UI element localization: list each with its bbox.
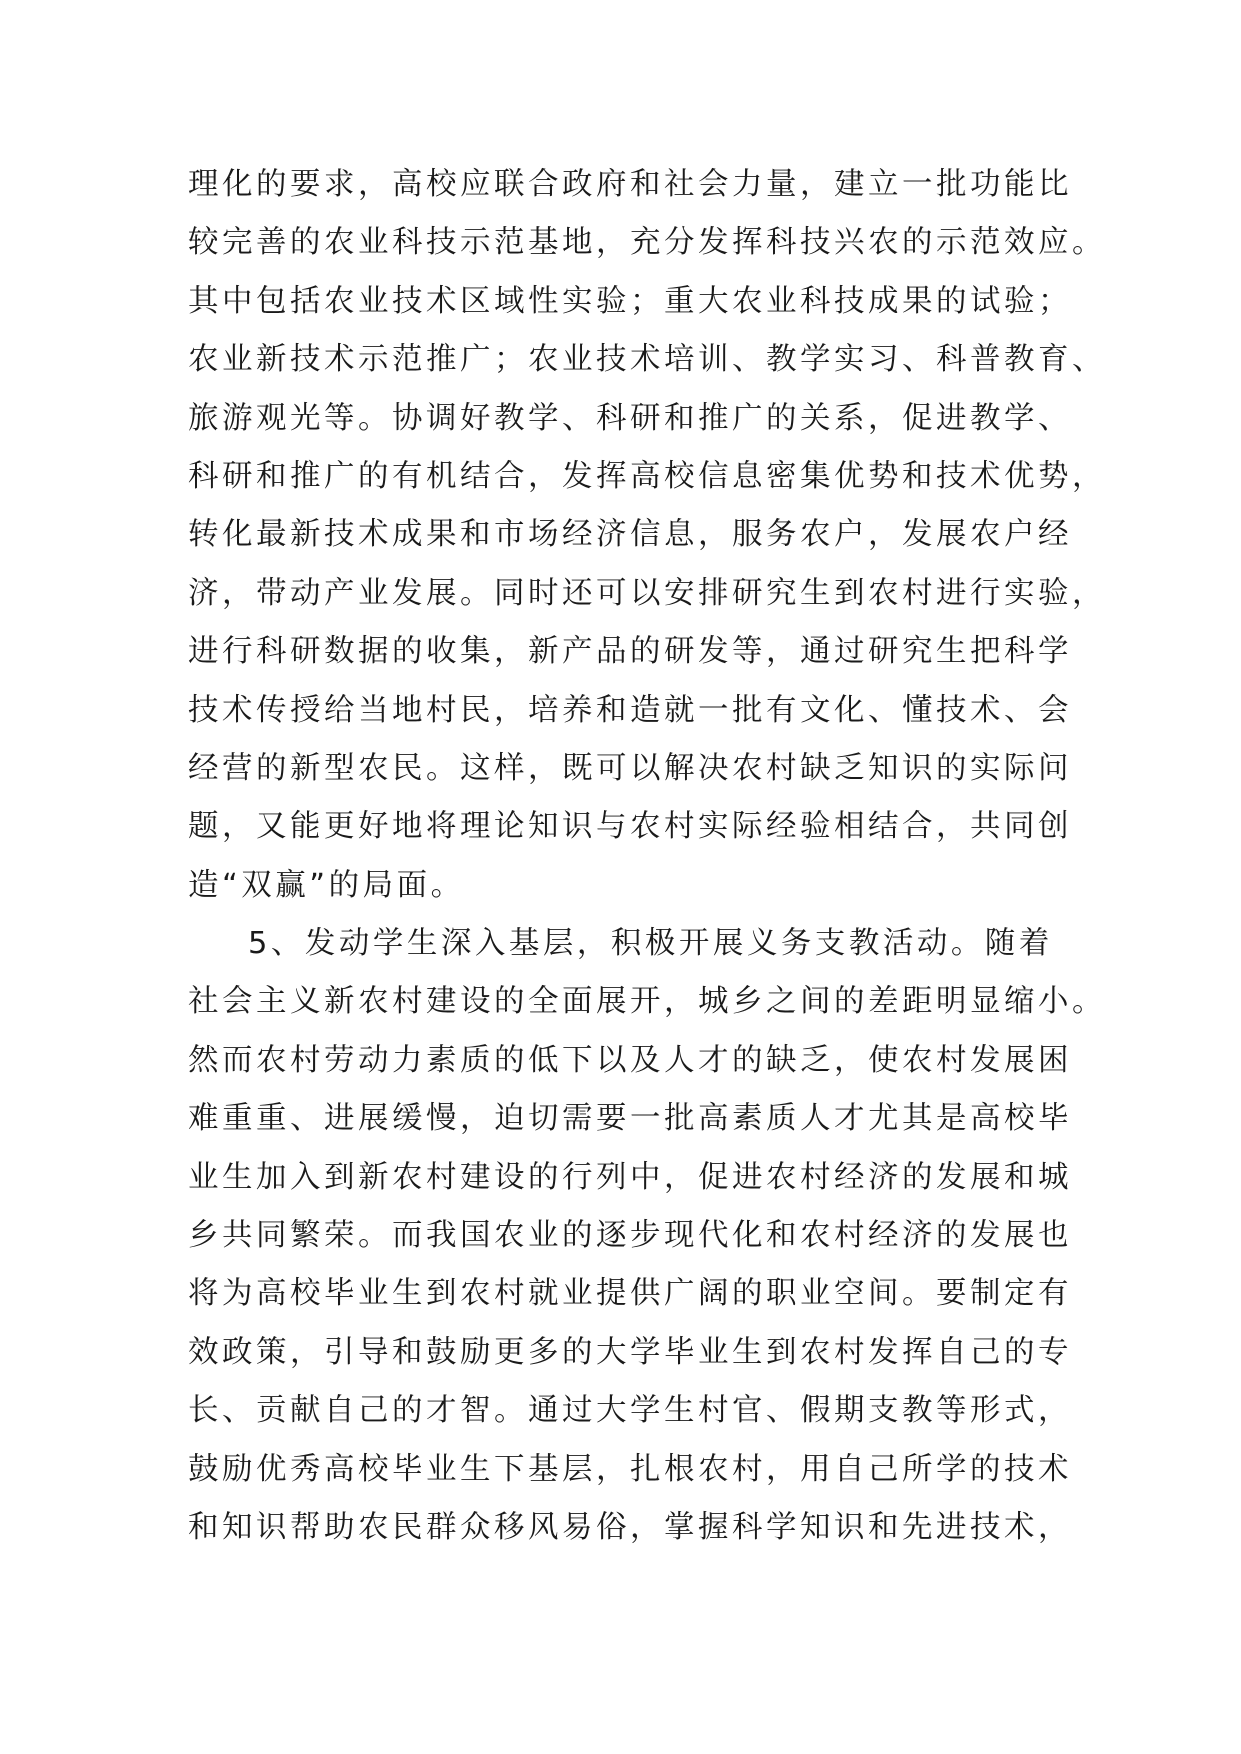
text-line: 乡共同繁荣。而我国农业的逐步现代化和农村经济的发展也 [188,1218,1072,1254]
text-line: 效政策，引导和鼓励更多的大学毕业生到农村发挥自己的专 [188,1334,1072,1370]
text-line: 较完善的农业科技示范基地，充分发挥科技兴农的示范效应。 [188,225,1106,261]
text-line: 科研和推广的有机结合，发挥高校信息密集优势和技术优势， [188,458,1106,494]
text-line: 旅游观光等。协调好教学、科研和推广的关系，促进教学、 [188,400,1072,436]
text-line: 鼓励优秀高校毕业生下基层，扎根农村，用自己所学的技术 [188,1451,1072,1487]
text-line: 业生加入到新农村建设的行列中，促进农村经济的发展和城 [188,1159,1072,1195]
text-line: 将为高校毕业生到农村就业提供广阔的职业空间。要制定有 [188,1276,1072,1312]
text-line: 济，带动产业发展。同时还可以安排研究生到农村进行实验， [188,575,1106,611]
text-line: 题，又能更好地将理论知识与农村实际经验相结合，共同创 [188,809,1072,845]
text-line: 理化的要求，高校应联合政府和社会力量，建立一批功能比 [188,167,1072,202]
text-line: 难重重、进展缓慢，迫切需要一批高素质人才尤其是高校毕 [188,1101,1072,1137]
text-line: 和知识帮助农民群众移风易俗，掌握科学知识和先进技术， [188,1509,1072,1545]
text-line: 然而农村劳动力素质的低下以及人才的缺乏，使农村发展困 [188,1042,1072,1078]
paragraph-start-line: 5、发动学生深入基层，积极开展义务支教活动。随着 [248,926,1053,962]
text-line: 进行科研数据的收集，新产品的研发等，通过研究生把科学 [188,634,1072,670]
text-line: 转化最新技术成果和市场经济信息，服务农户，发展农户经 [188,517,1072,553]
text-line: 长、贡献自己的才智。通过大学生村官、假期支教等形式， [188,1393,1072,1429]
text-line: 经营的新型农民。这样，既可以解决农村缺乏知识的实际问 [188,750,1072,786]
text-line: 农业新技术示范推广；农业技术培训、教学实习、科普教育、 [188,342,1106,378]
text-line: 其中包括农业技术区域性实验；重大农业科技成果的试验； [188,283,1072,319]
text-line: 社会主义新农村建设的全面展开，城乡之间的差距明显缩小。 [188,984,1106,1020]
document-body [188,156,1106,1557]
text-line: 造“双赢”的局面。 [188,867,465,903]
text-line: 技术传授给当地村民，培养和造就一批有文化、懂技术、会 [188,692,1072,728]
